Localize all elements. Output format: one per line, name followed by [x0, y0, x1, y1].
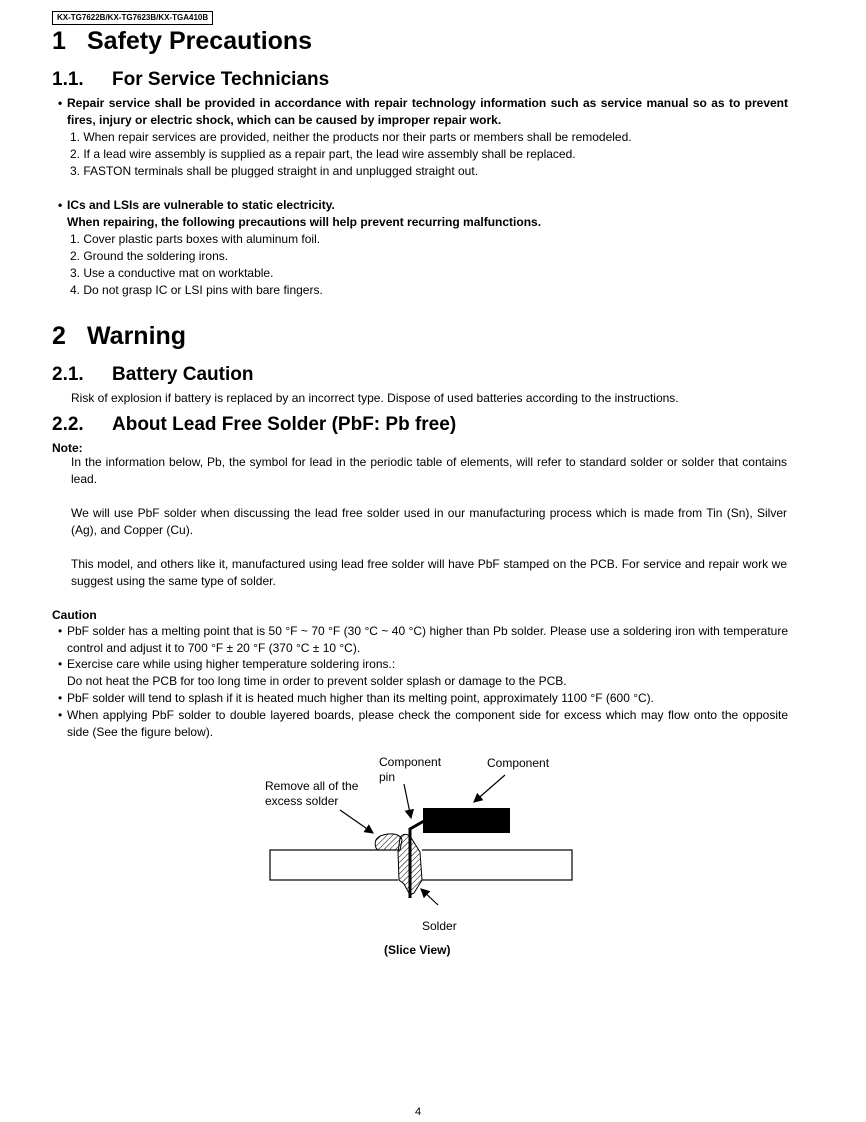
caution-text: PbF solder has a melting point that is 50 °F ~ 70 °F (30 °C ~ 40 °C) higher than Pb solder. Please use a soldering iron with temperature control and adjust it to 700 °F ± 20 °F (370 °C ± 10 °C). [67, 624, 788, 655]
component-body [423, 808, 510, 833]
page-number: 4 [415, 1106, 422, 1118]
caution-item: • Exercise care while using higher temperature soldering irons.: Do not heat the PCB for too long time in order to prevent solder splash or damage to the PCB. [58, 656, 788, 690]
list-item: 4. Do not grasp IC or LSI pins with bare fingers. [70, 283, 323, 297]
section-number: 1 [52, 27, 66, 55]
bullet-text: When repairing, the following precautions will help prevent recurring malfunctions. [67, 215, 542, 229]
section-title: About Lead Free Solder (PbF: Pb free) [112, 414, 457, 435]
caution-label: Caution [52, 608, 97, 622]
label-component-pin [379, 755, 441, 785]
arrow-component [474, 775, 505, 802]
section-title: Warning [87, 322, 187, 350]
note-paragraph: This model, and others like it, manufactured using lead free solder will have PbF stamped on the PCB. For service and repair work we suggest using the same type of solder. [71, 557, 787, 588]
bullet-text: ICs and LSIs are vulnerable to static electricity. [67, 198, 335, 212]
section-number: 2 [52, 322, 66, 350]
caution-item: • PbF solder will tend to splash if it is heated much higher than its melting point, approximately 1100 °F (600 °C). [58, 690, 788, 707]
bullet-text: Repair service shall be provided in accordance with repair technology information such as service manual so as to prevent fires, injury or electric shock, which can be caused by improper repair work. [67, 96, 788, 127]
section-title: Battery Caution [112, 364, 254, 385]
label-line: Component [379, 755, 442, 769]
arrow-pin [404, 784, 411, 818]
model-header: KX-TG7622B/KX-TG7623B/KX-TGA410B [52, 11, 213, 25]
figure-caption: (Slice View) [384, 943, 451, 957]
note-paragraph: In the information below, Pb, the symbol for lead in the periodic table of elements, will refer to standard solder or solder that contains lead. [71, 455, 787, 486]
list-item: 3. FASTON terminals shall be plugged straight in and unplugged straight out. [70, 164, 479, 178]
list-item: 2. If a lead wire assembly is supplied as a repair part, the lead wire assembly shall be replaced. [70, 147, 576, 161]
label-solder: Solder [422, 919, 457, 933]
label-line: excess solder [265, 794, 339, 808]
caution-text: Exercise care while using higher temperature soldering irons.: [67, 657, 396, 671]
bullet-repair-service: • Repair service shall be provided in accordance with repair technology information such as service manual so as to prevent fires, injury or electric shock, which can be caused by improper repair work. [58, 96, 788, 127]
label-line: pin [379, 770, 396, 784]
list-item: 1. Cover plastic parts boxes with aluminum foil. [70, 232, 321, 246]
label-component: Component [487, 756, 550, 770]
caution-item: • PbF solder has a melting point that is 50 °F ~ 70 °F (30 °C ~ 40 °C) higher than Pb solder. Please use a soldering iron with temperature control and adjust it to 700 °F ± 20 °F (370 °C ± 10 °C). [58, 624, 788, 655]
section-title: Safety Precautions [87, 27, 313, 55]
caution-item: • When applying PbF solder to double layered boards, please check the component side for excess which may flow onto the opposite side (See the figure below). [58, 708, 788, 739]
label-remove-excess [265, 779, 358, 809]
caution-text: PbF solder will tend to splash if it is heated much higher than its melting point, approximately 1100 °F (600 °C). [67, 691, 654, 705]
section-title: For Service Technicians [112, 69, 330, 90]
list-item: 2. Ground the soldering irons. [70, 249, 229, 263]
arrow-solder [421, 889, 438, 905]
bullet-static-electricity: • ICs and LSIs are vulnerable to static electricity. When repairing, the following precautions will help prevent recurring malfunctions. [58, 197, 788, 231]
list-item: 1. When repair services are provided, neither the products nor their parts or members shall be remodeled. [70, 130, 632, 144]
excess-solder-blob [375, 834, 402, 850]
section-number: 2.1. [52, 364, 84, 385]
label-line: Remove all of the [265, 779, 359, 793]
caution-subtext: Do not heat the PCB for too long time in order to prevent solder splash or damage to the PCB. [67, 674, 567, 688]
caution-text: When applying PbF solder to double layered boards, please check the component side for excess which may flow onto the opposite side (See the figure below). [67, 708, 788, 739]
arrow-remove [340, 810, 373, 833]
note-paragraph: We will use PbF solder when discussing the lead free solder used in our manufacturing process which is made from Tin (Sn), Silver (Ag), and Copper (Cu). [71, 506, 787, 537]
section-number: 2.2. [52, 414, 84, 435]
battery-caution-text: Risk of explosion if battery is replaced by an incorrect type. Dispose of used batteries according to the instructions. [71, 391, 679, 405]
list-item: 3. Use a conductive mat on worktable. [70, 266, 274, 280]
section-number: 1.1. [52, 69, 84, 90]
note-label: Note: [52, 441, 83, 455]
